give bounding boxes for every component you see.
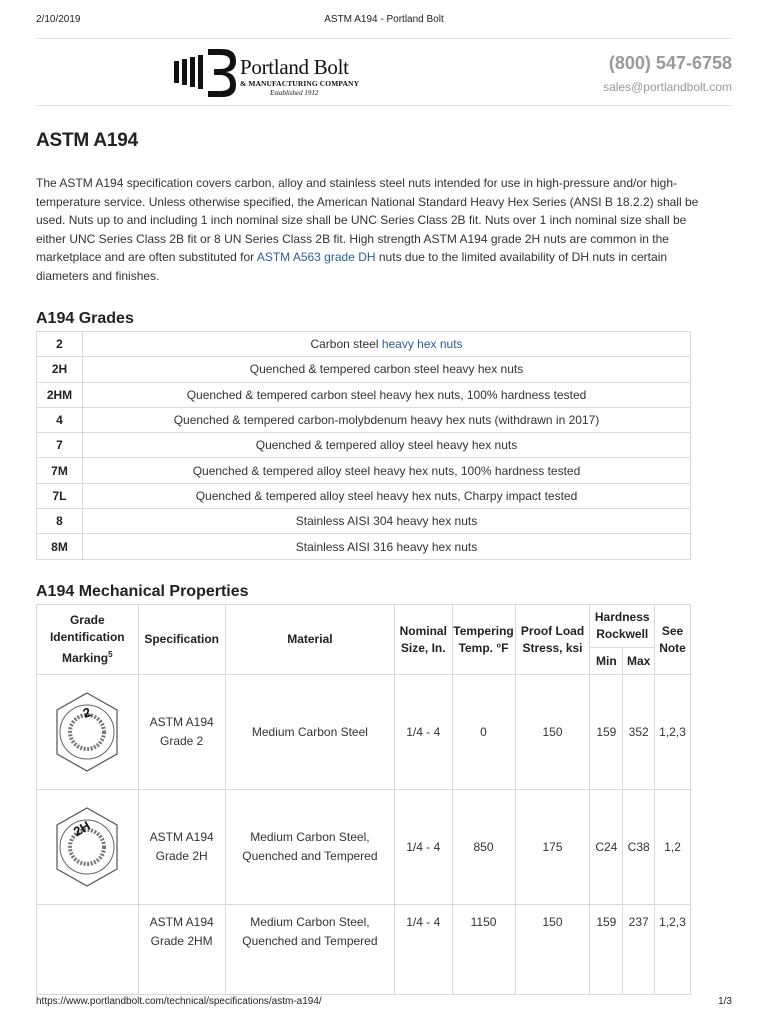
- size-cell: 1/4 - 4: [395, 675, 452, 790]
- grades-table: [36, 331, 691, 560]
- header-text: Nominal: [399, 623, 447, 638]
- note-header: [655, 605, 691, 675]
- header-text: Rockwell: [596, 627, 649, 641]
- min-cell: 159: [590, 905, 623, 995]
- table-row: [37, 382, 691, 407]
- heavy-hex-nuts-link[interactable]: heavy hex nuts: [381, 337, 463, 352]
- max-cell: 237: [623, 905, 655, 995]
- material-text: Medium Carbon Steel: [251, 724, 368, 739]
- logo-subtitle: & MANUFACTURING COMPANY: [240, 79, 360, 88]
- portland-bolt-logo[interactable]: [170, 45, 380, 101]
- note-cell: 1,2,3: [655, 905, 691, 995]
- header-text: Stress, ksi: [522, 640, 583, 655]
- header-text: Identification: [49, 630, 125, 644]
- table-row: [37, 534, 691, 559]
- grade-cell: 7M: [37, 458, 83, 483]
- proof-cell: 150: [515, 905, 590, 995]
- min-cell: C24: [590, 790, 623, 905]
- bolt-logo-icon: [170, 45, 238, 101]
- table-row: [37, 407, 691, 432]
- size-header: [395, 605, 452, 675]
- table-row: [37, 790, 691, 905]
- header-text: Proof Load: [520, 623, 585, 638]
- description-cell: Quenched & tempered alloy steel heavy hex nuts, Charpy impact tested: [83, 483, 691, 508]
- material-cell: [225, 790, 394, 905]
- spec-cell: [138, 675, 225, 790]
- grade-cell: 2H: [37, 357, 83, 382]
- print-title: ASTM A194 - Portland Bolt: [324, 14, 444, 25]
- page-url: https://www.portlandbolt.com/technical/specifications/astm-a194/: [36, 996, 322, 1007]
- proof-cell: 175: [515, 790, 590, 905]
- description-cell: [83, 332, 691, 357]
- grade-cell: 7L: [37, 483, 83, 508]
- email-link[interactable]: sales@portlandbolt.com: [603, 80, 732, 94]
- min-cell: 159: [590, 675, 623, 790]
- description-cell: Quenched & tempered carbon-molybdenum heavy hex nuts (withdrawn in 2017): [83, 407, 691, 432]
- material-text: Medium Carbon Steel,: [250, 830, 370, 844]
- max-cell: C38: [623, 790, 655, 905]
- table-row: [37, 332, 691, 357]
- site-header: [36, 38, 732, 106]
- grade-cell: 2HM: [37, 382, 83, 407]
- header-text: Hardness: [594, 610, 650, 624]
- spec-text: ASTM A194: [149, 830, 214, 844]
- spec-text: Grade 2H: [155, 849, 208, 863]
- grade-cell: 8M: [37, 534, 83, 559]
- nut-marking-cell: [37, 790, 139, 905]
- phone-number[interactable]: (800) 547-6758: [608, 53, 732, 73]
- material-cell: [225, 675, 394, 790]
- description-cell: Quenched & tempered carbon steel heavy hex nuts: [83, 357, 691, 382]
- print-footer: [36, 996, 732, 1010]
- table-row: [37, 675, 691, 790]
- nut-marking-cell: [37, 675, 139, 790]
- intro-text-1: The ASTM A194 specification covers carbon, alloy and stainless steel nuts intended for use in high-pressure and/or high-temperature service. Unless otherwise specified, the American National Standard Heavy Hex Series (ANSI B 18.2.2) shall be used. Nuts up to and including 1 inch nominal size shall be UNC Series Class 2B fit. Nuts over 1 inch nominal size shall be either UNC Series Class 2B fit or 8 UN Series Class 2B fit. High strength ASTM A194 grade 2H nuts are common in the marketplace and are often substituted for: [36, 176, 699, 264]
- header-text: Grade: [69, 613, 105, 627]
- description-cell: Quenched & tempered alloy steel heavy hex nuts, 100% hardness tested: [83, 458, 691, 483]
- grade-cell: 2: [37, 332, 83, 357]
- spec-cell: [138, 790, 225, 905]
- header-text: Marking: [62, 651, 109, 665]
- header-text: Tempering: [453, 623, 514, 638]
- material-header: Material: [225, 605, 394, 675]
- print-date: 2/10/2019: [36, 14, 81, 25]
- nut-marking-cell: [37, 905, 139, 995]
- header-text: Temp. °F: [458, 640, 509, 655]
- page-number: 1/3: [718, 996, 732, 1007]
- grade-cell: 7: [37, 433, 83, 458]
- material-text: Medium Carbon Steel,: [250, 915, 370, 929]
- spec-text: Grade 2HM: [150, 934, 213, 948]
- hex-nut-grade-2h-icon: [52, 803, 122, 891]
- table-row: [37, 357, 691, 382]
- table-row: [37, 509, 691, 534]
- size-cell: 1/4 - 4: [395, 905, 452, 995]
- hardness-header: [590, 605, 655, 648]
- description-cell: Quenched & tempered alloy steel heavy hex nuts: [83, 433, 691, 458]
- hardness-max-header: Max: [623, 648, 655, 675]
- material-text: Quenched and Tempered: [242, 849, 378, 863]
- table-row: [37, 458, 691, 483]
- description-cell: Stainless AISI 316 heavy hex nuts: [83, 534, 691, 559]
- spec-text: Grade 2: [159, 734, 204, 748]
- grade-cell: 8: [37, 509, 83, 534]
- table-row: [37, 483, 691, 508]
- intro-paragraph: [36, 174, 700, 285]
- description-cell: Quenched & tempered carbon steel heavy hex nuts, 100% hardness tested: [83, 382, 691, 407]
- spec-text: ASTM A194: [149, 715, 214, 729]
- max-cell: 352: [623, 675, 655, 790]
- logo-established: Established 1912: [270, 89, 319, 97]
- a563-dh-link[interactable]: ASTM A563 grade DH: [256, 250, 376, 264]
- mechanical-properties-table: [36, 604, 691, 995]
- size-cell: 1/4 - 4: [395, 790, 452, 905]
- temp-cell: 0: [452, 675, 515, 790]
- material-text: Quenched and Tempered: [242, 934, 378, 948]
- print-header: [36, 14, 732, 28]
- description-cell: Stainless AISI 304 heavy hex nuts: [83, 509, 691, 534]
- header-text: See: [661, 623, 684, 638]
- proof-load-header: [515, 605, 590, 675]
- tempering-header: [452, 605, 515, 675]
- temp-cell: 1150: [452, 905, 515, 995]
- specification-header: Specification: [138, 605, 225, 675]
- marking-header: [37, 605, 139, 675]
- nut-marking-text: 2H: [71, 817, 93, 840]
- grade-cell: 4: [37, 407, 83, 432]
- spec-cell: [138, 905, 225, 995]
- note-cell: 1,2: [655, 790, 691, 905]
- nut-marking-text: 2: [81, 704, 94, 721]
- header-text: Size, In.: [400, 640, 446, 655]
- header-text: Note: [659, 640, 686, 655]
- description-text: Carbon steel: [310, 337, 382, 352]
- footnote-sup: 5: [108, 650, 113, 659]
- intro-text-2: nuts due to the limited availability of DH nuts in certain diameters and finishes.: [36, 250, 668, 283]
- temp-cell: 850: [452, 790, 515, 905]
- proof-cell: 150: [515, 675, 590, 790]
- hardness-min-header: Min: [590, 648, 623, 675]
- table-row: [37, 433, 691, 458]
- header-row: [37, 605, 691, 648]
- material-cell: [225, 905, 394, 995]
- hex-nut-grade-2-icon: [52, 688, 122, 776]
- note-cell: 1,2,3: [655, 675, 691, 790]
- grades-heading: A194 Grades: [36, 310, 134, 327]
- table-row: [37, 905, 691, 995]
- spec-text: ASTM A194: [149, 915, 214, 929]
- logo-name: Portland Bolt: [240, 55, 349, 79]
- page-title: ASTM A194: [36, 130, 139, 151]
- mechanical-heading: A194 Mechanical Properties: [36, 583, 249, 600]
